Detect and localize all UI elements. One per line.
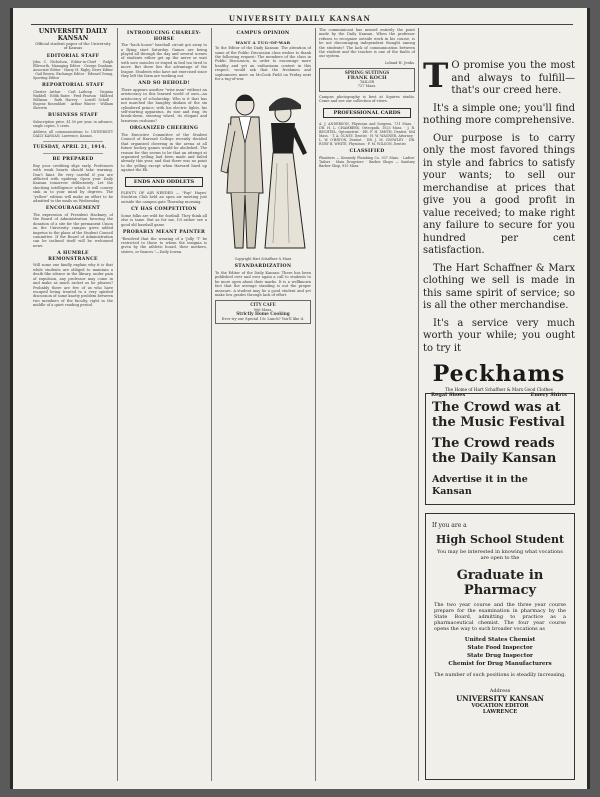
city-name: LAWRENCE [482, 709, 518, 715]
ad-promise-text: O promise you the most and always to fulfill—that's our creed here. [451, 60, 575, 96]
column-divider [418, 28, 419, 781]
and-so-text: There appears another "wise man" without an aristocracy in this learned world of ours—an aristocracy of scholarship. Who is it that has not marched the haughty disdain of the six cylindered prince, with his electric lights, his self-starting apparatus, its size and ring, its break-down, steering wheel, its elegant and luxurious cushions? [121, 88, 207, 123]
positions-note: The number of such positions is steadily increasing. [434, 672, 566, 678]
remonstrance-heading: A HUMBLE REMONSTRANCE [48, 251, 98, 262]
ad-hsm-text: The Hart Schaffner & Marx clothing we sell is made in this same spirit of service; so is all the other merchandise. [423, 262, 575, 311]
header-rule [31, 24, 573, 25]
newspaper-page [10, 8, 590, 789]
crowd-festival-text: The Crowd was at the Music Festival [432, 400, 565, 430]
couple-illustration-icon [215, 83, 311, 255]
list-item: State Drug Inspector [466, 653, 534, 659]
column-1 [33, 28, 113, 781]
tailor-role: TAILOR [359, 80, 375, 85]
be-prepared-heading: BE PREPARED [52, 157, 94, 163]
cy-competition-heading: CY HAS COMPETITION [131, 207, 197, 213]
address-info: Address all communications to UNIVERSITY DAILY KANSAN, Lawrence, Kansas. [33, 129, 113, 138]
pharmacy-list [426, 636, 574, 668]
column-divider [315, 28, 316, 781]
and-so-heading: AND SO BEHOLD! [138, 81, 190, 87]
organized-cheering-heading: ORGANIZED CHEERING [129, 126, 199, 132]
editorial-staff-heading: EDITORIAL STAFF [46, 53, 100, 59]
encouragement-heading: ENCOURAGEMENT [45, 206, 101, 212]
pharmacy-body: The two year course and the three year course prepare for the examination in pharmacy by the State Board, admitting to practice as a pharmaceutical chemist. The four year course opens the way to such broader vocations as [434, 602, 566, 632]
column-2 [121, 28, 207, 781]
tug-of-war-heading: WANT A TUG-OF-WAR [235, 39, 291, 45]
masthead: UNIVERSITY DAILY KANSAN [38, 28, 108, 42]
university-name: UNIVERSITY KANSAN [456, 694, 544, 703]
ad-intro [423, 56, 575, 98]
city-cafe-name: CITY CAFE [250, 302, 276, 308]
list-item: United States Chemist [464, 637, 536, 643]
address-label: Address [489, 688, 511, 694]
reportorial-staff-names: Chester Arthur · Carl Lathrop · Virginia Waddell · Edith Bates · Fred Pearson · Mildred Williams · Ruth Harvey · Lowell Schull · Eugene Rosenblatt · Arthur Winter · William Sherwin [33, 90, 113, 110]
peckhams-subtitle: The Home of Hart Schaffner & Marx Good Clothes [445, 387, 553, 392]
campus-opinion-heading: CAMPUS OPINION [236, 31, 290, 36]
ends-and-oddlets-text: PLENTY OF AIR NEEDED — "Pop" Hayes' Stockton Club held an open air meeting just outside the campus gate Thursday morning. [121, 190, 207, 204]
column-divider [211, 28, 212, 781]
probably-meant-heading: PROBABLY MEANT PAINTER [122, 229, 206, 235]
professional-cards-heading: PROFESSIONAL CARDS [323, 108, 411, 118]
vocation-editor: VOCATION EDITOR [471, 703, 529, 709]
introducing-heading: INTRODUCING CHARLEY-HORSE [127, 31, 201, 42]
probably-meant-text: "Resolved that the wearing of a 'Jolly 'T' be restricted to those to whom the insignia is given by the athletic board, their mothers, sisters, or fiances."—Daily Iowan. [121, 236, 207, 254]
divider [43, 141, 103, 142]
column-4 [319, 28, 415, 781]
standardization-text: To the Editor of the Daily Kansan: There has been published over and over again a call to students to be more open about their marks. It is a wellknown fact that the average standing is not the proper measure. A student may be a good student and yet make low grades through lack of effort. [215, 271, 311, 298]
peckhams-ad [423, 56, 575, 398]
be-prepared-text: Buy your crediting slips early. Professors with weak hearts should take warning. Don't faint. Be very careful if you are afflicted with epidemy. Open your Daily Kansan tomorrow deliberately. Let the shocking intelligence which it will convey sink in to your mind by degrees. The "yellow" edition will make an effort to be admitted to the mails on Wednesday. [33, 163, 113, 204]
communication-signature: Leland H. Jenks. [384, 60, 415, 65]
city-cafe-address: 906 Mass. [253, 307, 273, 312]
subscription-info: Subscription price, $1.00 per year, in advance; single copies, 5 cents. [33, 119, 113, 128]
emery-shirts-label: Emery Shirts [530, 392, 567, 398]
divider [43, 153, 103, 154]
tailor-name: FRANK KOCH [347, 74, 387, 81]
classified-heading: CLASSIFIED [349, 149, 385, 155]
masthead-subtitle: Official student paper of the University of Kansas [35, 41, 111, 51]
tug-of-war-text: To the Editor of the Daily Kansan: The attention of some of the Public Discussion class wishes to thank the following request: The members of the class in Public Discussion, in order to encourage more healthy and yet an enthusiasm contest in this respect, would ask that the freshmen and sophomores meet on McCook Field on Friday next for a tug-of-war. [215, 46, 311, 82]
column-3 [215, 28, 311, 781]
ends-and-oddlets-heading: ENDS AND ODDLETS [125, 177, 203, 187]
remonstrance-text: Will some one kindly explain why it is that while students are obliged to maintain a death-like silence in the library, under pain of expulsion, any professor may come in and make as much racket as he pleases? Probably there are few of us who have escaped being treated to a very spirited discussion of some knotty problem between two members of the faculty, right in the middle of a quiet reading period. [33, 263, 113, 308]
tailor-address: 727 Mass. [357, 84, 377, 89]
ad-simple-text: It's a simple one; you'll find nothing more comprehensive. [423, 102, 575, 126]
dateline: TUESDAY, APRIL 21, 1914. [33, 144, 107, 150]
standardization-heading: STANDARDIZATION [234, 264, 292, 270]
pharmacy-intro: If you are a [432, 522, 467, 529]
advertise-text: Advertise it in the Kansan [432, 474, 528, 497]
communication-text: The communicant has missed entirely the point made by the Daily Kansan. When the professor refuses to recognize outside work in his course, is he not discouraging independent thought among the students? The lack of communication between the student and the teacher is one of the faults of our system. [319, 28, 415, 59]
pharmacy-ad [425, 513, 575, 780]
reportorial-staff-heading: REPORTORIAL STAFF [42, 83, 104, 89]
city-cafe-slogan: Strictly Home Cooking [236, 311, 290, 317]
illustration-caption: Copyright Hart Schaffner & Marx [234, 257, 292, 262]
professional-cards: A. J. ANDERSON, Physician and Surgeon, 731 Mass. · DR. H. L. CHAMBERS, Osteopath, 1025 Mass. · J. R. BECHTEL, Optometrist · DR. F. H. SMITH, Dentist, 804 Mass. · T. A. OLNEY, Dentist · H. W. WAGNER, Attorney · L. W. O'BRYON, Dentist · DR. J. M. CROWLEY · DR. RUBY B. WHITE, Physician · F. M. WILSON, Dentist [319, 122, 415, 147]
business-staff-heading: BUSINESS STAFF [48, 113, 98, 118]
introducing-text: The "back house" baseball circuit got away to a flying start Saturday. Games are being played all through the day and several scenes of students either get up the nerve or wait with sore muscles or stayed in bed too tired to move. But there lies the advantage of the league. Students who have not exercised since they left the farm are working out. [121, 43, 207, 79]
list-item: Chemist for Drug Manufacturers [448, 661, 552, 667]
crowd-kansan-text: The Crowd reads the Daily Kansan [432, 436, 557, 466]
organized-cheering-text: The Executive Committee of the Student Council of Harvard College recently decided that organized cheering in the arena at all future hockey games would be abolished. The reason for this seems to be that an attempt at organized yelling had been made and failed already this year, and that there was no point to the yelling except when Harvard lined up against the Eli. [121, 132, 207, 173]
pharmacy-heading: Graduate in Pharmacy [456, 568, 544, 598]
dropcap: T [423, 56, 449, 96]
ad-purpose-text: Our purpose is to carry only the most favored things in style and fabrics to satisfy your wants; to sell our merchandise at prices that give you a good profit in value received; to make right any failure to secure for you hundred per cent satisfaction. [423, 132, 575, 256]
vocations-text: You may be interested in knowing what vocations are open to the [437, 549, 563, 561]
encouragement-text: The expression of President Hackney, of the Board of Administration favoring the donation of a site for the permanent Union on the University campus gives added impetus to the plans of the Student Council committee. If the Board of Administration can be inclined itself will be welcomed news. [33, 213, 113, 248]
column-divider [117, 28, 118, 781]
spring-suitings: SPRING SUITINGS [344, 70, 390, 76]
photo-text: Campus photography is best at Squires studio. Come and see our collection of views. [319, 94, 415, 104]
ad-service-text: It's a service very much worth your while; you ought to try it [423, 317, 575, 354]
list-item: State Food Inspector [467, 645, 533, 651]
city-cafe-lunch: Ever try our Special 15c Lunch? You'll like it. [221, 316, 305, 321]
classified-text: Plumbers — Kennedy Plumbing Co. 937 Mass. · Ladies' Tailors · Main Drugstore · Barber Shops — Sanitary Barber Shop, 815 Mass. [319, 155, 415, 168]
tailor-ad [319, 68, 415, 92]
crowd-ad [425, 393, 575, 505]
regal-shoes-label: Regal Shoes [431, 392, 466, 398]
editorial-staff-names: John C. Nicholson, Editor-in-Chief · Ralph Ellsworth, Managing Editor · George Dunham, Associate Editor · Harry H. Rigby, News Editor · Gail Brown, Exchange Editor · Edward Young, Sporting Editor [33, 60, 113, 81]
running-head: UNIVERSITY DAILY KANSAN [228, 14, 372, 23]
fashion-illustration [215, 83, 311, 255]
high-school-heading: High School Student [435, 533, 565, 546]
city-cafe-ad [215, 300, 311, 324]
peckhams-brand: Peckhams [432, 361, 566, 387]
cy-competition-text: Some folks are wild for football. They think all else is tame. But as for me, I'd rather see a good old baseball game. [121, 213, 207, 227]
